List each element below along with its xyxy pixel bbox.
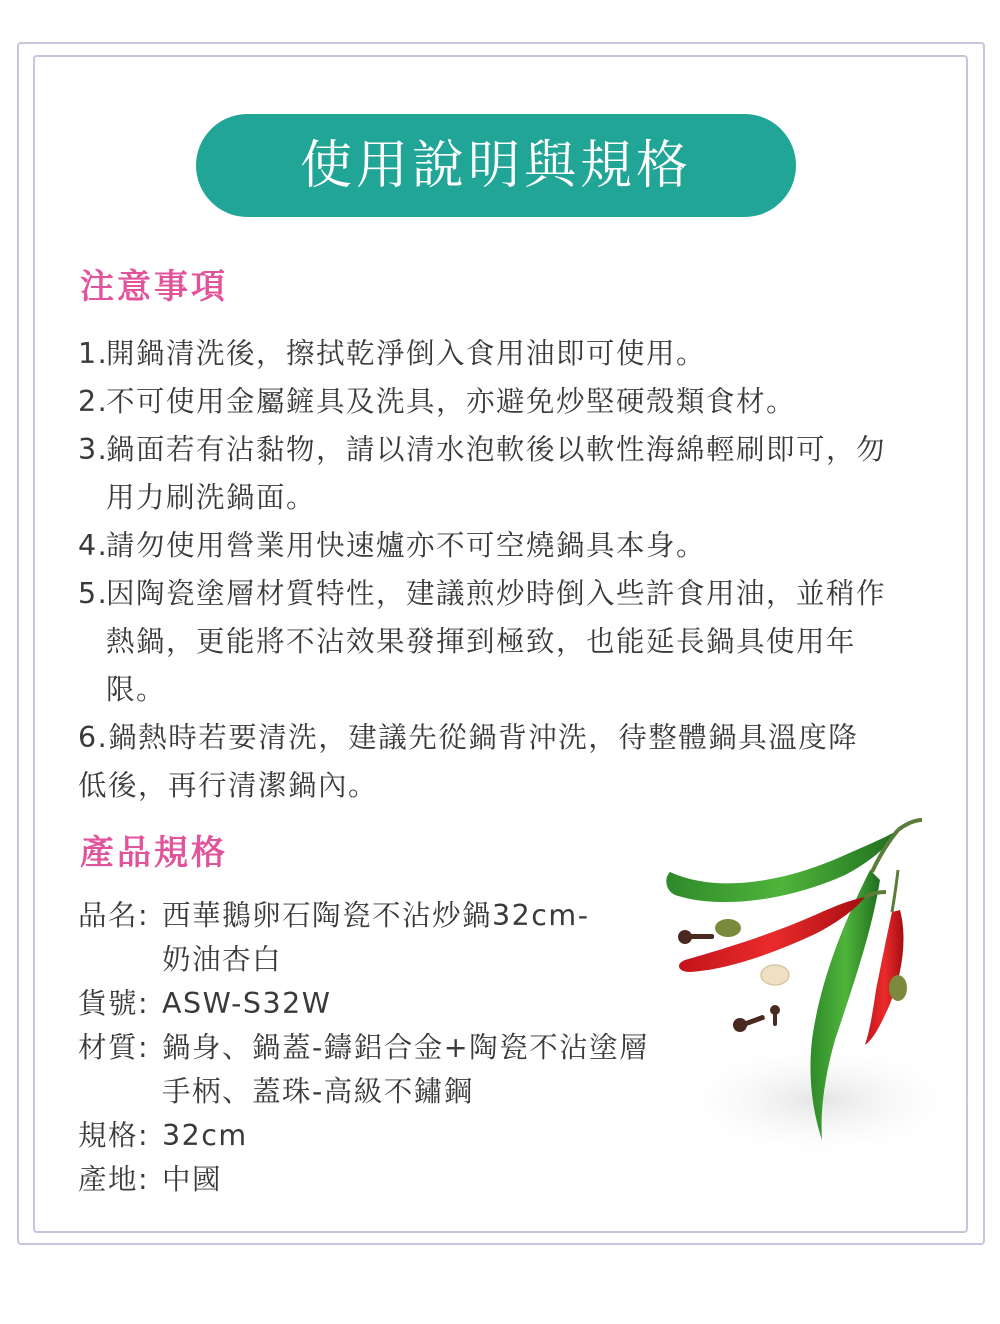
note-text: 鍋面若有沾黏物，請以清水泡軟後以軟性海綿輕刷即可，勿用力刷洗鍋面。: [106, 433, 887, 514]
note-text-continued: 低後，再行清潔鍋內。: [78, 769, 379, 802]
spec-label: 產地:: [78, 1163, 150, 1196]
note-text: 請勿使用營業用快速爐亦不可空燒鍋具本身。: [106, 529, 707, 562]
note-number: 5.: [78, 577, 109, 610]
cardamom-pod: [889, 975, 907, 1001]
note-number: 2.: [78, 385, 109, 418]
spec-row-size: [78, 1114, 658, 1158]
chili-peppers-and-spices-image: [640, 800, 980, 1180]
spec-value: 奶油杏白: [162, 943, 283, 976]
note-number: 4.: [78, 529, 109, 562]
note-item: [78, 570, 908, 714]
note-number: 1.: [78, 337, 109, 370]
spec-value: 手柄、蓋珠-高級不鏽鋼: [162, 1075, 474, 1108]
note-text: 因陶瓷塗層材質特性，建議煎炒時倒入些許食用油，並稍作熱鍋，更能將不沾效果發揮到極致，也能延長鍋具使用年限。: [106, 577, 887, 706]
note-item: [78, 522, 908, 570]
spec-row-origin: [78, 1158, 658, 1202]
note-item: [78, 426, 908, 522]
spec-row-material: [78, 1026, 658, 1114]
notes-heading: 注意事項: [80, 267, 228, 307]
spec-value: 西華鵝卵石陶瓷不沾炒鍋32cm-: [162, 899, 590, 932]
spec-label: 材質:: [78, 1031, 150, 1064]
title-banner: [196, 114, 796, 217]
note-item: [78, 330, 908, 378]
garlic-clove: [761, 965, 789, 985]
note-text: 不可使用金屬鏟具及洗具，亦避免炒堅硬殼類食材。: [106, 385, 797, 418]
note-item: [78, 378, 908, 426]
note-text: 開鍋清洗後，擦拭乾淨倒入食用油即可使用。: [106, 337, 707, 370]
specs-list: [78, 894, 658, 1202]
notes-list: [78, 330, 908, 810]
note-text: 鍋熱時若要清洗，建議先從鍋背沖洗，待整體鍋具溫度降: [108, 721, 859, 754]
spec-row-name: [78, 894, 658, 982]
spec-label: 規格:: [78, 1119, 150, 1152]
note-item: [78, 714, 908, 810]
spec-value: 中國: [162, 1163, 223, 1196]
spec-row-model: [78, 982, 658, 1026]
spec-label: 品名:: [78, 899, 150, 932]
note-number: 3.: [78, 433, 109, 466]
specs-heading: 產品規格: [80, 833, 228, 873]
spec-value: 鍋身、鍋蓋-鑄鋁合金+陶瓷不沾塗層: [162, 1031, 650, 1064]
page-title: 使用說明與規格: [299, 135, 692, 196]
spec-label: 貨號:: [78, 987, 150, 1020]
spec-value: 32cm: [162, 1119, 248, 1152]
spec-value: ASW-S32W: [162, 987, 332, 1020]
note-number: 6.: [78, 721, 109, 754]
cardamom-pod: [715, 919, 741, 937]
